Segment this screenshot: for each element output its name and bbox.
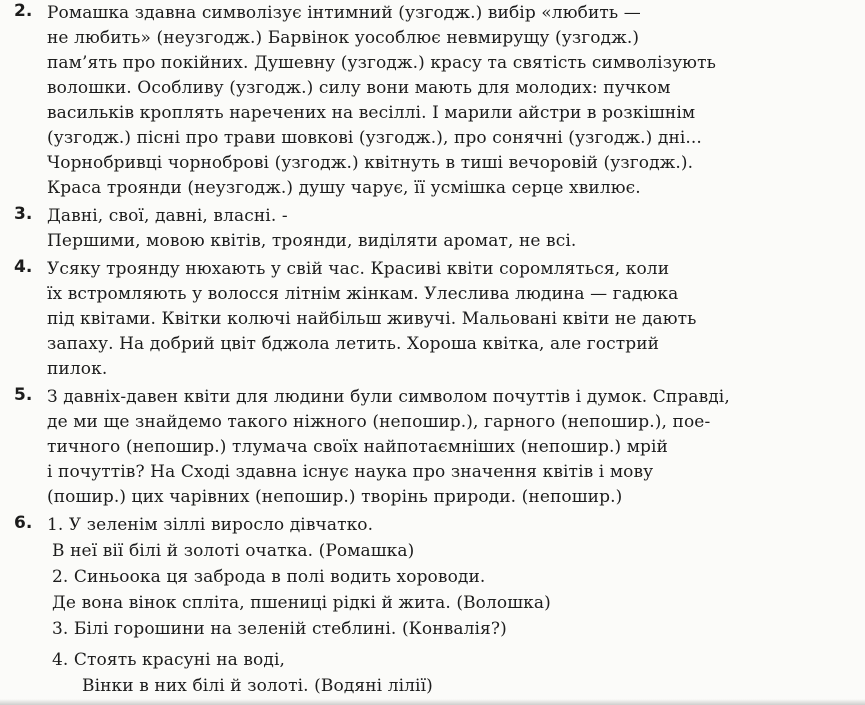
- riddle-2-line-2: Де вона вінок спліта, пшениці рідкі й жита. (Волошка): [52, 593, 551, 613]
- exercise-2-line-2: не любить» (неузгодж.) Барвінок уособлює невмирущу (узгодж.): [47, 28, 640, 48]
- exercise-5-line-3: тичного (непошир.) тлумача своїх найпотаємніших (непошир.) мрій: [47, 437, 668, 457]
- exercise-4-line-4: запаху. На добрий цвіт бджола летить. Хороша квітка, але гострий: [47, 334, 660, 354]
- riddle-1-line-1: 1. У зеленім зіллі виросло дівчатко.: [47, 515, 374, 535]
- exercise-2-line-4: волошки. Особливу (узгодж.) силу вони мають для молодих: пучком: [47, 78, 671, 98]
- riddle-1-line-2: В неї вії білі й золоті очатка. (Ромашка): [52, 541, 415, 561]
- exercise-5-line-4: і почуттів? На Сході здавна існує наука про значення квітів і мову: [47, 462, 654, 482]
- riddle-4-line-2: Вінки в них білі й золоті. (Водяні лілії): [82, 676, 433, 696]
- exercise-2-number: 2.: [14, 1, 33, 21]
- riddle-3-line-1: 3. Білі горошини на зеленій стеблині. (Конвалія?): [52, 619, 507, 639]
- exercise-3-line-2: Першими, мовою квітів, троянди, виділяти аромат, не всі.: [47, 231, 577, 251]
- exercise-2-line-3: пам’ять про покійних. Душевну (узгодж.) красу та святість символізують: [47, 53, 716, 73]
- exercise-5-line-1: З давніх-давен квіти для людини були символом почуттів і думок. Справді,: [47, 387, 730, 407]
- exercise-5-line-5: (пошир.) цих чарівних (непошир.) творінь природи. (непошир.): [47, 487, 623, 507]
- exercise-3-number: 3.: [14, 204, 33, 224]
- exercise-2-line-1: Ромашка здавна символізує інтимний (узгодж.) вибір «любить —: [47, 3, 641, 23]
- exercise-4-line-1: Усяку троянду нюхають у свій час. Красиві квіти соромляться, коли: [47, 259, 670, 279]
- exercise-4-line-3: під квітами. Квітки колючі найбільш живучі. Мальовані квіти не дають: [47, 309, 697, 329]
- riddle-2-line-1: 2. Синьоока ця заброда в полі водить хороводи.: [52, 567, 486, 587]
- exercise-2-line-8: Краса троянди (неузгодж.) душу чарує, її усмішка серце хвилює.: [47, 178, 641, 198]
- exercise-5-number: 5.: [14, 385, 33, 405]
- exercise-4-line-2: їх встромляють у волосся літнім жінкам. Улеслива людина — гадюка: [47, 284, 679, 304]
- exercise-3-line-1: Давні, свої, давні, власні. -: [47, 206, 288, 226]
- exercise-4-line-5: пилок.: [47, 359, 108, 379]
- exercise-2-line-7: Чорнобривці чорноброві (узгодж.) квітнуть в тиші вечоровій (узгодж.).: [47, 153, 694, 173]
- riddle-4-line-1: 4. Стоять красуні на воді,: [52, 650, 285, 670]
- exercise-4-number: 4.: [14, 257, 33, 277]
- page-bottom-edge: [0, 699, 865, 705]
- exercise-2-line-6: (узгодж.) пісні про трави шовкові (узгодж.), про сонячні (узгодж.) дні...: [47, 128, 702, 148]
- exercise-2-line-5: васильків кроплять наречених на весіллі. І марили айстри в розкішнім: [47, 103, 696, 123]
- exercise-5-line-2: де ми ще знайдемо такого ніжного (непошир.), гарного (непошир.), пое-: [47, 412, 711, 432]
- exercise-6-number: 6.: [14, 513, 33, 533]
